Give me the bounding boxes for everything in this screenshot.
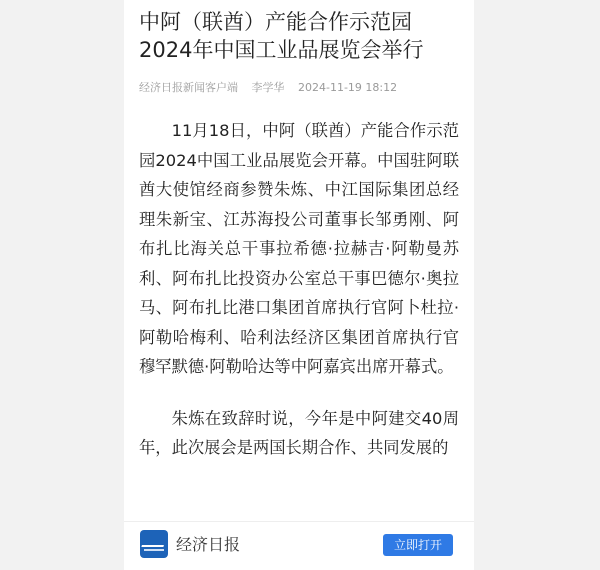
app-logo-icon (140, 530, 168, 558)
article-page (124, 0, 474, 570)
article-author: 李学华 (251, 81, 285, 94)
article-meta (139, 80, 459, 96)
open-app-button[interactable]: 立即打开 (383, 534, 453, 556)
article-title: 中阿（联酋）产能合作示范园2024年中国工业品展览会举行 (139, 10, 424, 62)
app-download-bar (124, 521, 474, 570)
article-source: 经济日报新闻客户端 (139, 81, 238, 94)
app-brand-name: 经济日报 (176, 535, 241, 554)
article-paragraph: 11月18日，中阿（联酋）产能合作示范园2024中国工业品展览会开幕。中国驻阿联酋大使馆经商参赞朱炼、中江国际集团总经理朱新宝、江苏海投公司董事长邹勇刚、阿布扎比海关总干事拉希德·拉赫吉·阿勒曼苏利、阿布扎比投资办公室总干事巴德尔·奥拉马、阿布扎比港口集团首席执行官阿卜杜拉·阿勒哈梅利、哈利法经济区集团首席执行官穆罕默德·阿勒哈达等中阿嘉宾出席开幕式。 (139, 121, 459, 376)
article-paragraph: 朱炼在致辞时说，今年是中阿建交40周年，此次展会是两国长期合作、共同发展的 (139, 408, 459, 457)
article-body (139, 116, 459, 463)
article-datetime: 2024-11-19 18:12 (298, 81, 398, 94)
article (139, 8, 459, 485)
